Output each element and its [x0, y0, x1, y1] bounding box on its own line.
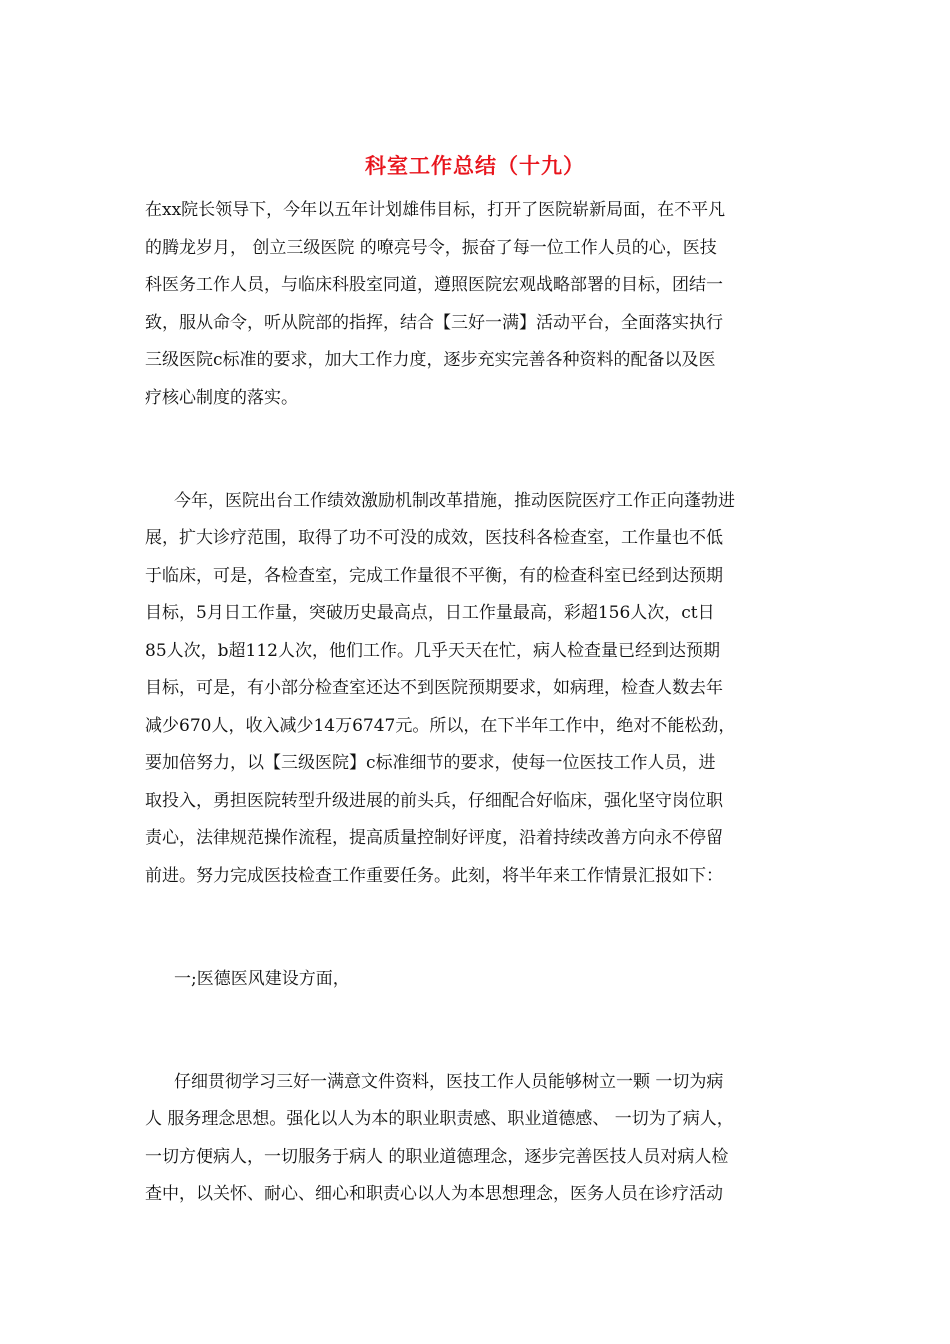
- paragraph2-line: 前进。努力完成医技检查工作重要任务。此刻，将半年来工作情景汇报如下：: [145, 866, 723, 886]
- paragraph3-line: 一切方便病人，一切服务于病人 的职业道德理念，逐步完善医技人员对病人检: [145, 1147, 729, 1167]
- paragraph1-line: 的腾龙岁月， 创立三级医院 的嘹亮号令，振奋了每一位工作人员的心，医技: [145, 238, 717, 258]
- paragraph2-line: 目标，可是，有小部分检查室还达不到医院预期要求，如病理，检查人数去年: [145, 678, 723, 698]
- paragraph3-line: 查中，以关怀、耐心、细心和职责心以人为本思想理念，医务人员在诊疗活动: [145, 1184, 723, 1204]
- paragraph1-line: 疗核心制度的落实。: [145, 388, 298, 408]
- paragraph1-line: 致，服从命令，听从院部的指挥，结合【三好一满】活动平台，全面落实执行: [145, 313, 723, 333]
- document-title: 科室工作总结（十九）: [365, 153, 585, 178]
- section-heading: 一;医德医风建设方面，: [174, 969, 350, 989]
- paragraph2-line: 今年，医院出台工作绩效激励机制改革措施，推动医院医疗工作正向蓬勃进: [174, 491, 735, 511]
- paragraph2-line: 取投入，勇担医院转型升级进展的前头兵，仔细配合好临床，强化坚守岗位职: [145, 791, 723, 811]
- paragraph2-line: 展，扩大诊疗范围，取得了功不可没的成效，医技科各检查室，工作量也不低: [145, 528, 723, 548]
- paragraph2-line: 责心，法律规范操作流程，提高质量控制好评度，沿着持续改善方向永不停留: [145, 828, 723, 848]
- paragraph1-line: 三级医院c标准的要求，加大工作力度，逐步充实完善各种资料的配备以及医: [145, 350, 716, 370]
- paragraph2-line: 于临床，可是，各检查室，完成工作量很不平衡，有的检查科室已经到达预期: [145, 566, 723, 586]
- paragraph3-line: 人 服务理念思想。强化以人为本的职业职责感、职业道德感、 一切为了病人，: [145, 1109, 734, 1129]
- paragraph2-line: 85人次，b超112人次，他们工作。几乎天天在忙，病人检查量已经到达预期: [145, 641, 720, 661]
- paragraph1-line: 在xx院长领导下，今年以五年计划雄伟目标，打开了医院崭新局面，在不平凡: [145, 200, 726, 220]
- paragraph2-line: 减少670人，收入减少14万6747元。所以，在下半年工作中，绝对不能松劲，: [145, 716, 736, 736]
- paragraph2-line: 要加倍努力，以【三级医院】c标准细节的要求，使每一位医技工作人员，进: [145, 753, 716, 773]
- paragraph1-line: 科医务工作人员，与临床科股室同道，遵照医院宏观战略部署的目标，团结一: [145, 275, 723, 295]
- paragraph2-line: 目标，5月日工作量，突破历史最高点，日工作量最高，彩超156人次，ct日: [145, 603, 715, 623]
- paragraph3-line: 仔细贯彻学习三好一满意文件资料，医技工作人员能够树立一颗 一切为病: [174, 1072, 724, 1092]
